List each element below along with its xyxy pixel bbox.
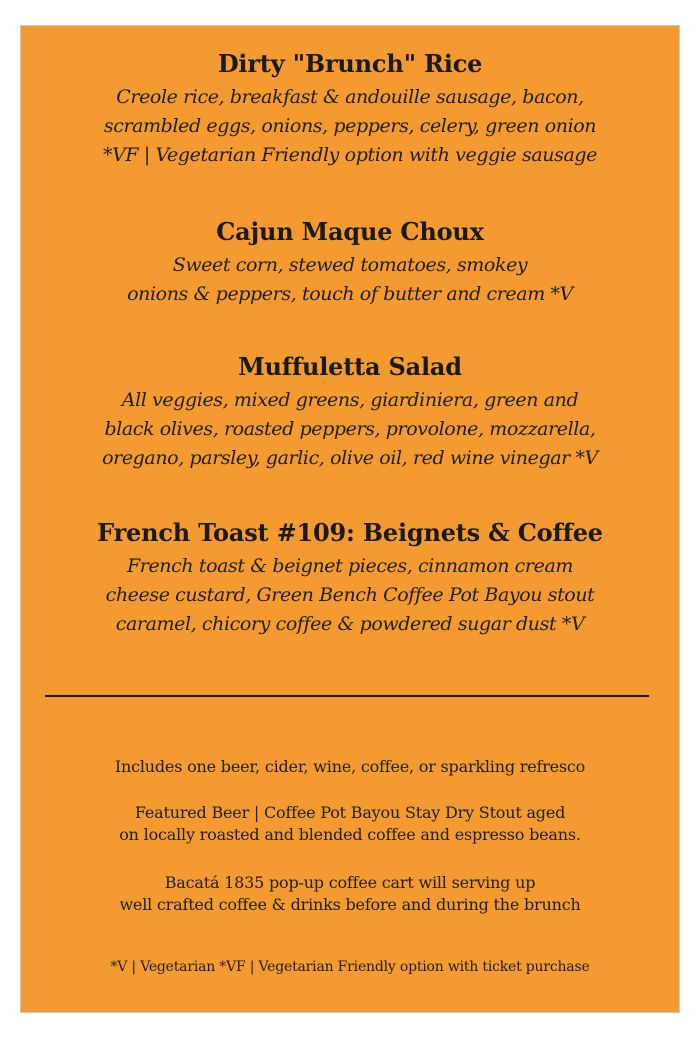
includes-note [21, 756, 679, 778]
menu-item-description [21, 386, 679, 473]
description-line: French toast & beignet pieces, cinnamon cream [126, 555, 573, 577]
menu-item-title: Dirty "Brunch" Rice [217, 49, 483, 78]
description-line: *VF | Vegetarian Friendly option with veggie sausage [102, 144, 598, 166]
dietary-footnote: *V | Vegetarian *VF | Vegetarian Friendly option with ticket purchase [110, 959, 590, 975]
description-line: onions & peppers, touch of butter and cream *V [127, 283, 573, 305]
featured-beer-line: on locally roasted and blended coffee and espresso beans. [119, 825, 581, 844]
description-line: caramel, chicory coffee & powdered sugar dust *V [115, 613, 585, 635]
description-line: scrambled eggs, onions, peppers, celery, green onion [103, 115, 597, 137]
coffee-cart-line: Bacatá 1835 pop-up coffee cart will serving up [164, 873, 536, 892]
section-divider [45, 695, 649, 697]
description-line: All veggies, mixed greens, giardiniera, green and [121, 389, 579, 411]
description-line: black olives, roasted peppers, provolone, mozzarella, [104, 418, 596, 440]
menu-item-title: French Toast #109: Beignets & Coffee [97, 518, 603, 547]
menu-item-muffuletta-salad [21, 351, 679, 473]
coffee-cart-line: well crafted coffee & drinks before and during the brunch [119, 895, 581, 914]
menu-item-description [21, 552, 679, 639]
includes-text: Includes one beer, cider, wine, coffee, or sparkling refresco [114, 757, 586, 776]
featured-beer-note [21, 802, 679, 846]
menu-card [20, 25, 680, 1013]
menu-item-description [21, 83, 679, 170]
menu-item-title: Cajun Maque Choux [216, 217, 484, 246]
menu-item-french-toast [21, 517, 679, 639]
menu-item-cajun-maque-choux [21, 216, 679, 309]
menu-item-dirty-brunch-rice [21, 48, 679, 170]
description-line: Sweet corn, stewed tomatoes, smokey [172, 254, 528, 276]
coffee-cart-note [21, 872, 679, 916]
description-line: oregano, parsley, garlic, olive oil, red wine vinegar *V [102, 447, 598, 469]
description-line: cheese custard, Green Bench Coffee Pot Bayou stout [105, 584, 595, 606]
menu-item-title: Muffuletta Salad [238, 352, 462, 381]
menu-item-description [21, 251, 679, 309]
description-line: Creole rice, breakfast & andouille sausage, bacon, [116, 86, 584, 108]
featured-beer-line: Featured Beer | Coffee Pot Bayou Stay Dry Stout aged [134, 803, 566, 822]
